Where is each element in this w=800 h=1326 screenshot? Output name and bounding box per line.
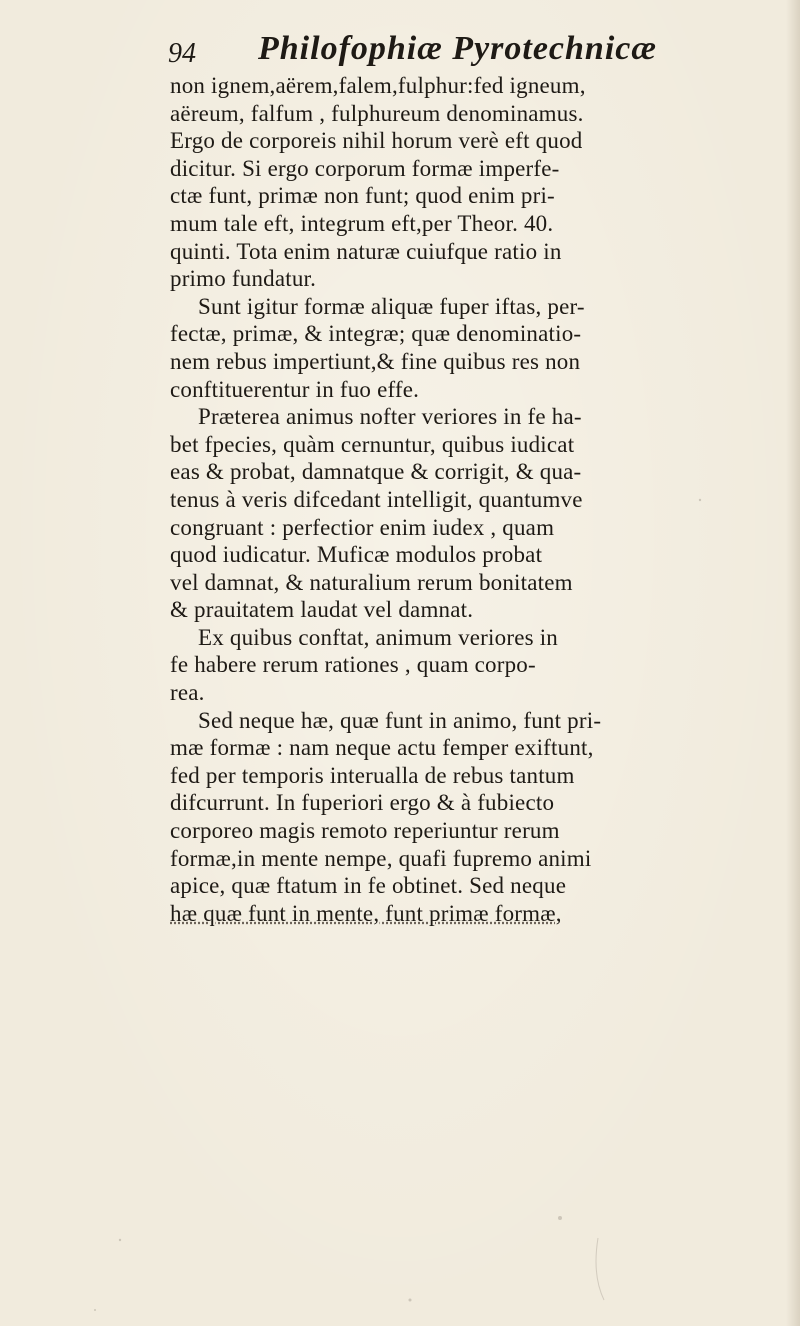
text-line: fed per temporis interualla de rebus tantum	[170, 762, 575, 788]
text-line: mum tale eft, integrum eft,per Theor. 40.	[170, 210, 554, 236]
text-line: hæ quæ funt in mente, funt primæ formæ,	[170, 900, 562, 926]
text-line: tenus à veris difcedant intelligit, quantumve	[170, 486, 583, 512]
text-line: fe habere rerum rationes , quam corpo-	[170, 652, 536, 678]
text-line: non ignem,aërem,falem,fulphur:fed igneum,	[170, 73, 586, 98]
text-line: primo fundatur.	[170, 266, 317, 292]
body-text	[170, 72, 670, 927]
paragraph-start-line: Præterea animus nofter veriores in fe ha-	[198, 404, 582, 430]
text-line: fectæ, primæ, & integræ; quæ denominatio-	[170, 321, 582, 347]
text-line: difcurrunt. In fuperiori ergo & à fubiecto	[170, 790, 555, 816]
page-header	[168, 28, 688, 72]
text-line: formæ,in mente nempe, quafi fupremo animi	[170, 845, 592, 871]
text-line: & prauitatem laudat vel damnat.	[170, 597, 474, 623]
text-line: conftituerentur in fuo effe.	[170, 376, 420, 402]
text-line: eas & probat, damnatque & corrigit, & qua-	[170, 459, 582, 485]
text-line: ctæ funt, primæ non funt; quod enim pri-	[170, 183, 555, 209]
text-line: quod iudicatur. Muficæ modulos probat	[170, 542, 543, 568]
text-line: vel damnat, & naturalium rerum bonitatem	[170, 569, 573, 595]
running-title: Philofophiæ Pyrotechnicæ	[258, 30, 657, 67]
text-line: corporeo magis remoto reperiuntur rerum	[170, 818, 560, 844]
text-line: mæ formæ : nam neque actu femper exiftunt,	[170, 735, 594, 761]
text-line: rea.	[170, 680, 205, 706]
page-number: 94	[168, 38, 196, 69]
paragraph-start-line: Sunt igitur formæ aliquæ fuper iftas, per-	[198, 293, 585, 319]
text-line: nem rebus impertiunt,& fine quibus res non	[170, 348, 581, 374]
text-line: quinti. Tota enim naturæ cuiufque ratio in	[170, 238, 562, 264]
text-line: apice, quæ ftatum in fe obtinet. Sed neque	[170, 873, 567, 899]
text-line: aëreum, falfum , fulphureum denominamus.	[170, 100, 584, 126]
text-line: dicitur. Si ergo corporum formæ imperfe-	[170, 155, 560, 181]
paragraph-start-line: Ex quibus conftat, animum veriores in	[198, 624, 558, 650]
text-line: Ergo de corporeis nihil horum verè eft quod	[170, 128, 583, 154]
page-edge-shadow	[786, 0, 800, 1326]
paragraph-start-line: Sed neque hæ, quæ funt in animo, funt pri-	[198, 707, 602, 733]
text-line: congruant : perfectior enim iudex , quam	[170, 514, 555, 540]
text-line: bet fpecies, quàm cernuntur, quibus iudicat	[170, 431, 575, 457]
